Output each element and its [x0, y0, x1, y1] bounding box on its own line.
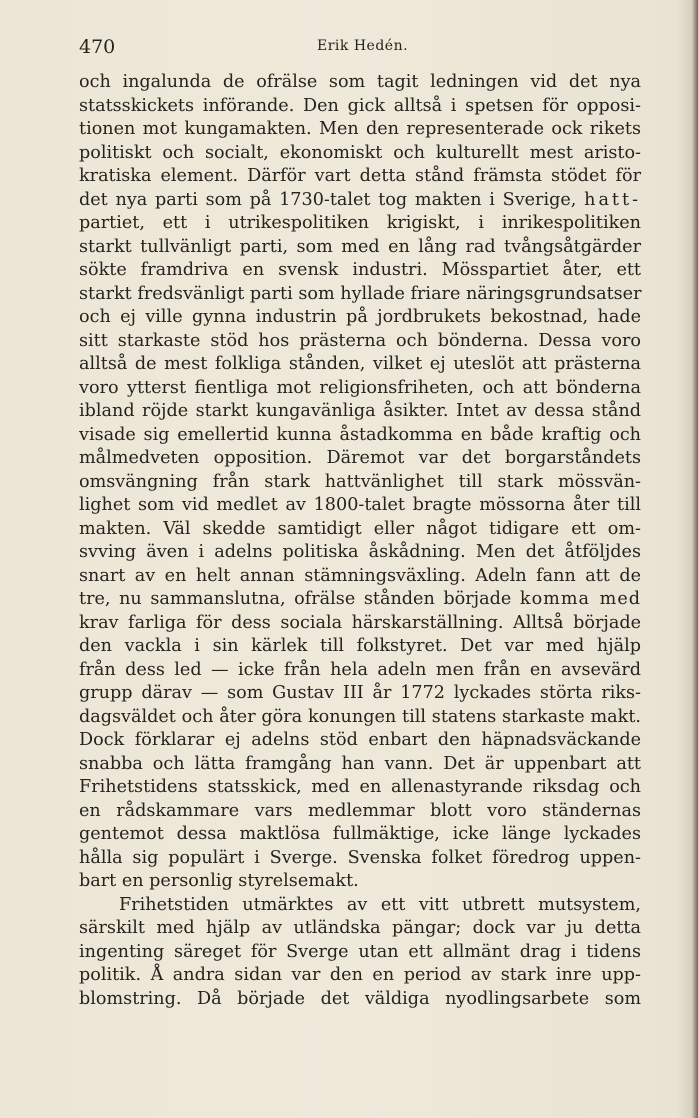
text-line-part: rådskammare vars medlemmar blott voro ständernas — [116, 800, 641, 821]
text-line: kratiska element. Därför vart detta stånd främsta stödet för — [79, 166, 641, 186]
text-line: tionen mot kungamakten. Men den representerade ock rikets — [79, 119, 641, 139]
text-line: alltså de mest folkliga stånden, vilket ej uteslöt att prästerna — [79, 354, 641, 374]
text-line: särskilt med hjälp av utländska pängar; dock var ju detta — [79, 918, 641, 938]
text-line: voro ytterst fientliga mot religionsfriheten, och att bönderna — [79, 377, 641, 398]
text-line: snart av en helt annan stämningsväxling. Adeln fann att de — [79, 565, 641, 586]
text-line — [79, 189, 641, 213]
text-line — [79, 588, 641, 612]
text-line: gentemot dessa maktlösa fullmäktige, icke länge lyckades — [79, 824, 641, 844]
text-line: partiet, ett i utrikespolitiken krigiskt, i inrikespolitiken — [79, 213, 641, 233]
text-line-part: tre, nu sammanslutna, ofrälse stånden började — [79, 589, 512, 609]
running-head: Erik Hedén. — [317, 38, 409, 54]
text-line: och ingalunda de ofrälse som tagit ledningen vid det nya — [79, 72, 641, 92]
page-header — [79, 36, 641, 62]
text-line: från dess led — icke från hela adeln men från en avsevärd — [79, 659, 641, 680]
text-line-part: en — [79, 800, 101, 821]
text-line: omsvängning från stark hattvänlighet till stark mössvän- — [79, 471, 641, 492]
spaced-word: hatt- — [584, 189, 642, 210]
page-number: 470 — [79, 36, 116, 58]
text-line: dagsväldet och åter göra konungen till statens starkaste makt. — [79, 706, 641, 727]
text-line: och ej ville gynna industrin på jordbrukets bekostnad, hade — [79, 307, 641, 327]
text-line: sökte framdriva en svensk industri. Mösspartiet åter, ett — [79, 260, 641, 280]
text-line: makten. Väl skedde samtidigt eller något tidigare ett om- — [79, 518, 641, 539]
text-line: den vackla i sin kärlek till folkstyret. Det var med hjälp — [79, 636, 641, 656]
body-text — [79, 71, 641, 1011]
text-line: statsskickets införande. Den gick alltså i spetsen för opposi- — [79, 95, 641, 116]
text-line: målmedveten opposition. Däremot var det borgarståndets — [79, 448, 641, 468]
text-line: politiskt och socialt, ekonomiskt och kulturellt mest aristo- — [79, 142, 641, 163]
text-line: ingenting säreget för Sverge utan ett allmänt drag i tidens — [79, 941, 641, 962]
text-line: lighet som vid medlet av 1800-talet bragte mössorna åter till — [79, 495, 641, 515]
text-line: Frihetstidens statsskick, med en allenastyrande riksdag och — [79, 777, 641, 797]
text-line-part: det nya parti som på 1730-talet tog makten i Sverige, — [79, 189, 577, 210]
text-line: bart en personlig styrelsemakt. — [79, 871, 359, 891]
text-line: Dock förklarar ej adelns stöd enbart den häpnadsväckande — [79, 730, 641, 750]
text-line: snabba och lätta framgång han vann. Det är uppenbart att — [79, 753, 641, 774]
text-line: grupp därav — som Gustav III år 1772 lyckades störta riks- — [79, 683, 641, 703]
text-line — [79, 800, 641, 824]
text-line: sitt starkaste stöd hos prästerna och bönderna. Dessa voro — [79, 330, 641, 351]
text-line: krav farliga för dess sociala härskarställning. Alltså började — [79, 612, 641, 633]
text-line: politik. Å andra sidan var den en period av stark inre upp- — [79, 965, 641, 985]
text-line: hålla sig populärt i Sverge. Svenska folket föredrog uppen- — [79, 847, 641, 868]
spaced-word: komma med — [519, 589, 642, 609]
text-line: blomstring. Då började det väldiga nyodlingsarbete som — [79, 988, 641, 1009]
text-line: starkt fredsvänligt parti som hyllade friare näringsgrundsatser — [79, 283, 642, 304]
text-line: ibland röjde starkt kungavänliga åsikter. Intet av dessa stånd — [79, 401, 641, 421]
text-line: visade sig emellertid kunna åstadkomma en både kraftig och — [79, 424, 641, 445]
text-line: starkt tullvänligt parti, som med en lång rad tvångsåtgärder — [79, 236, 641, 257]
page-edge — [692, 0, 698, 1118]
text-line: Frihetstiden utmärktes av ett vitt utbrett mutsystem, — [119, 894, 641, 915]
text-line: svving även i adelns politiska åskådning. Men det åtföljdes — [79, 542, 641, 562]
